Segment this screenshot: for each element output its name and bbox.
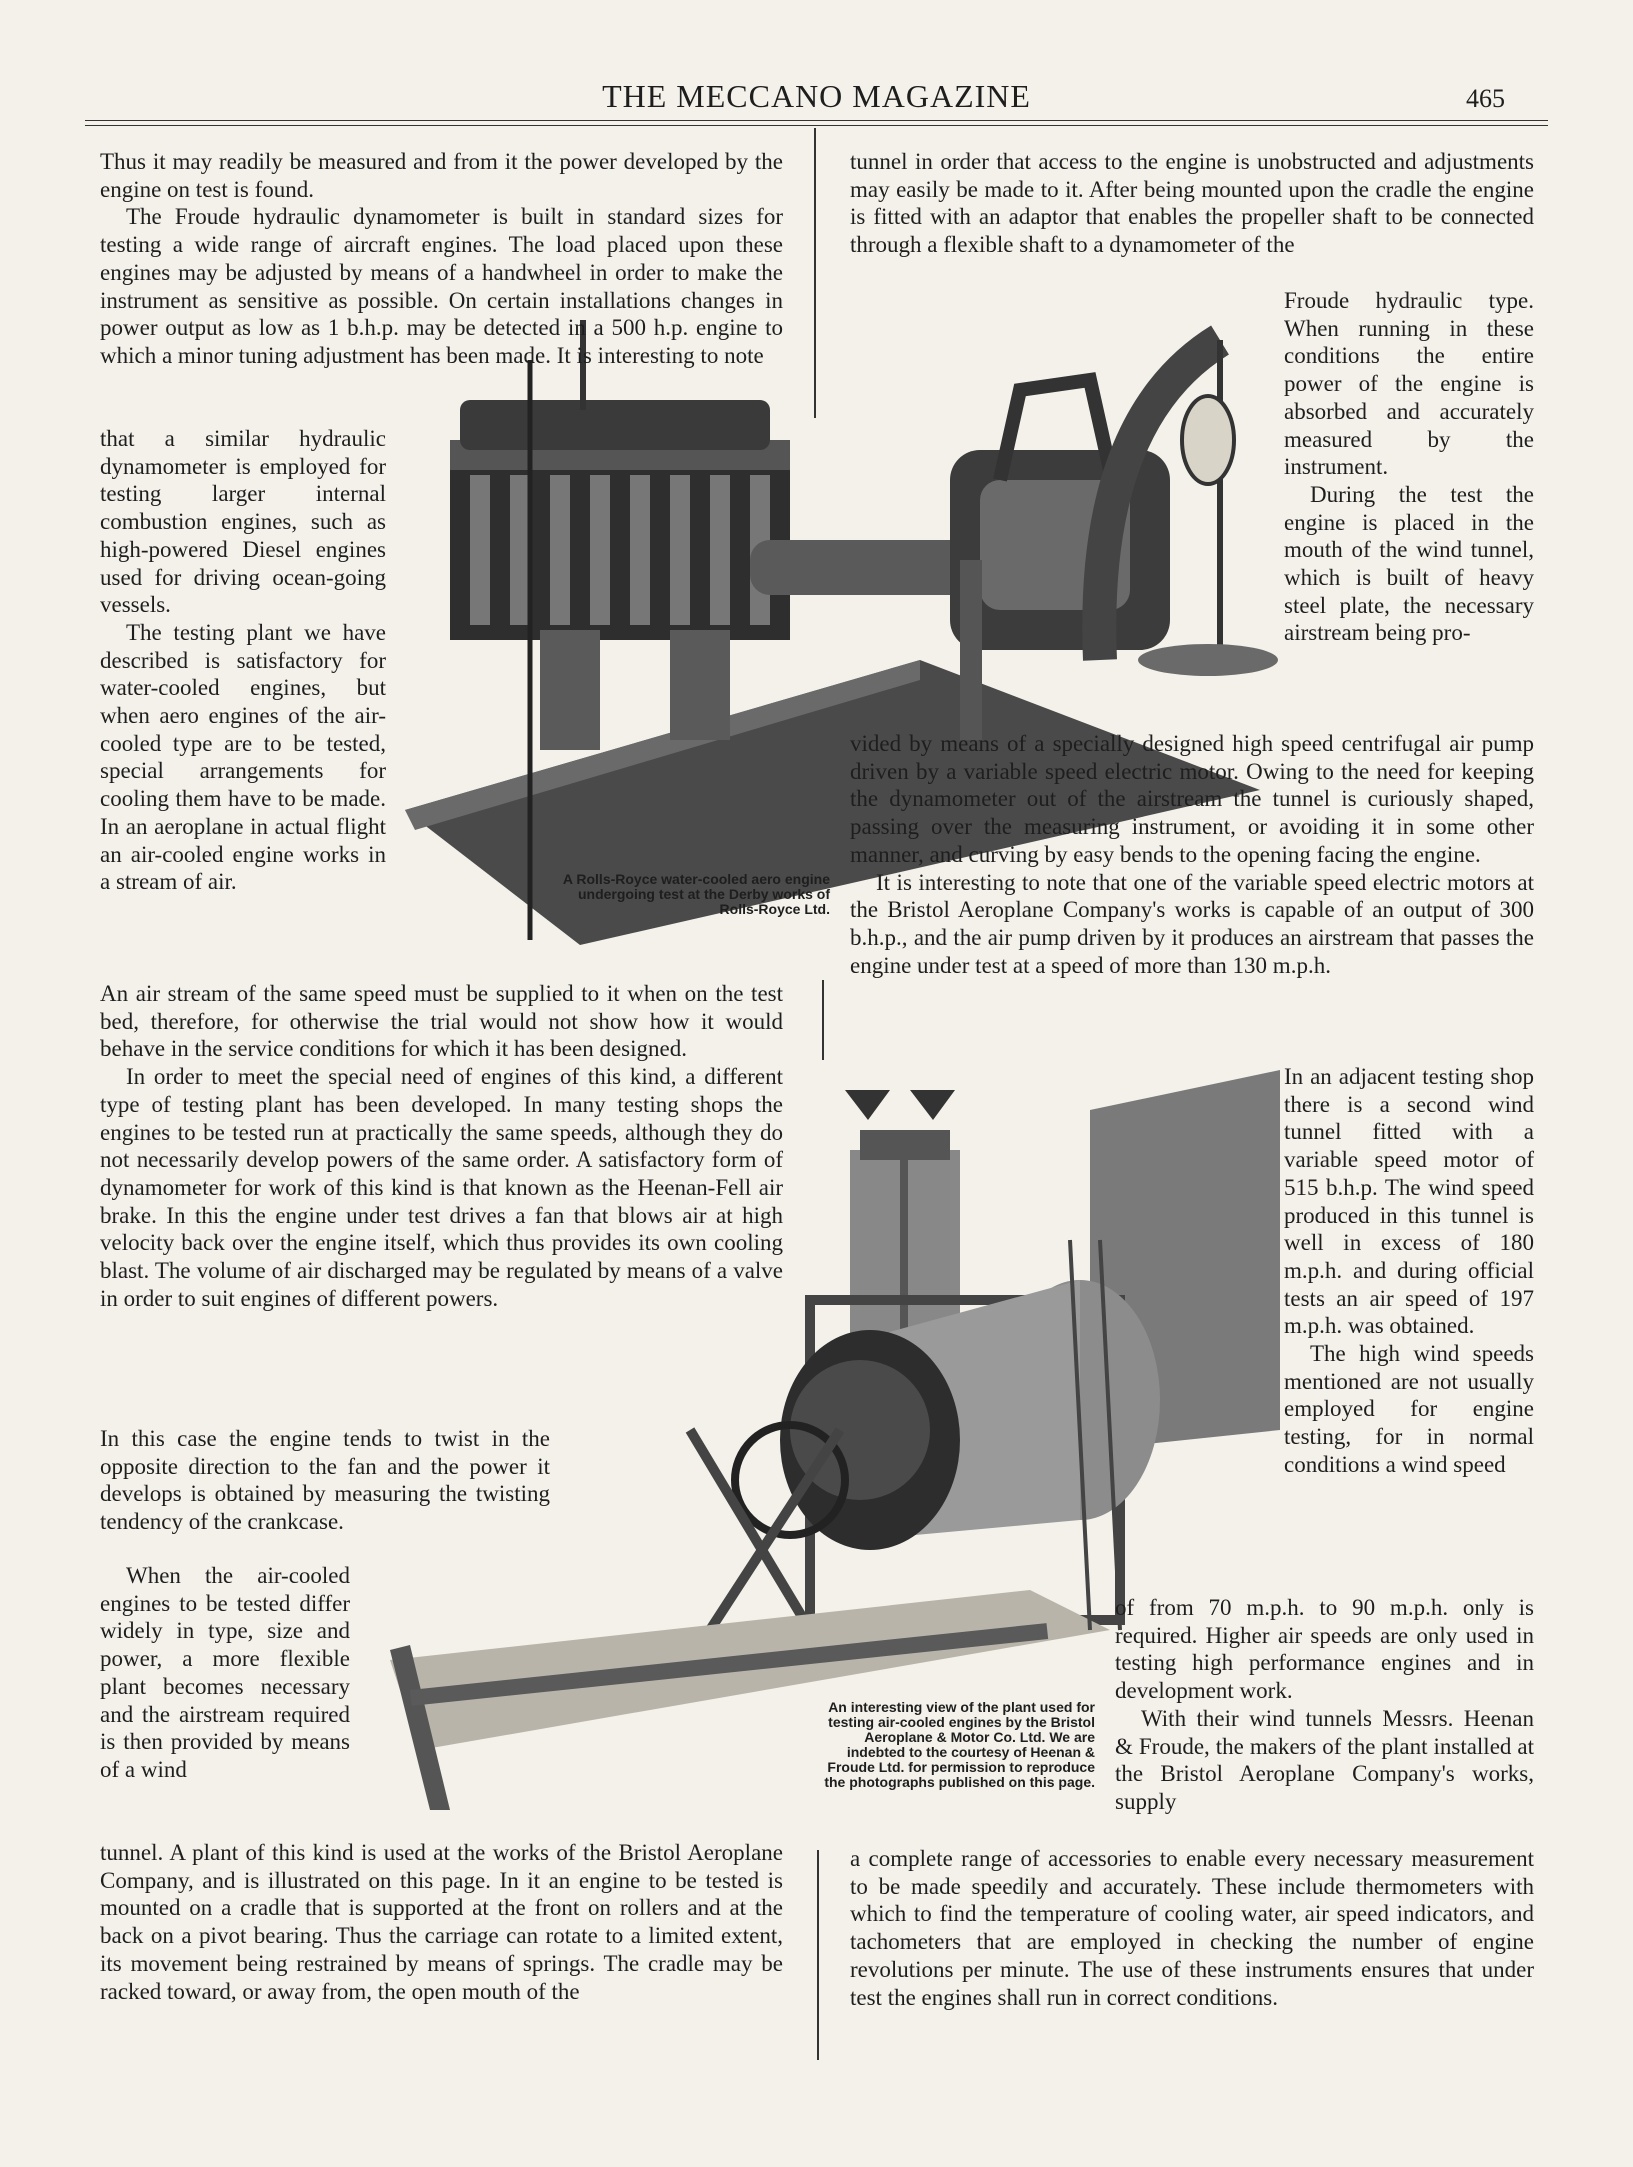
rolls-royce-caption: A Rolls-Royce water-cooled aero engine undergoing test at the Derby works of Rolls-Royce Ltd. xyxy=(562,871,830,917)
right-column-wrap-3 xyxy=(1115,1594,1534,1816)
left-column-wrap-2 xyxy=(100,1425,550,1536)
paragraph: that a similar hydraulic dynamometer is employed for testing larger internal combustion engines, such as high-powered Diesel engines used for driving ocean-going vessels. xyxy=(100,426,386,618)
page-number: 465 xyxy=(1466,84,1505,113)
bristol-caption: An interesting view of the plant used for testing air-cooled engines by the Bristol Aeroplane & Motor Co. Ltd. We are indebted to the courtesy of Heenan & Froude Ltd. for permission to reproduce the photographs published on this page. xyxy=(824,1699,1095,1790)
right-column-wrap-1 xyxy=(1284,287,1534,647)
paragraph: tunnel. A plant of this kind is used at the works of the Bristol Aeroplane Company, and is illustrated on this page. In it an engine to be tested is mounted on a cradle that is supported at the front on rollers and at the back on a pivot bearing. Thus the carriage can rotate to a limited extent, its movement being restrained by means of springs. The cradle may be racked toward, or away from, the open mouth of the xyxy=(100,1840,783,2004)
paragraph: a complete range of accessories to enable every necessary measurement to be made speedily and accurately. These include thermometers with which to find the temperature of cooling water, air speed indicators, and tachometers that are employed in checking the number of engine revolutions per minute. The use of these instruments ensures that under test the engines shall run in correct conditions. xyxy=(850,1846,1534,2010)
right-column-middle xyxy=(850,730,1534,979)
paragraph: The testing plant we have described is satisfactory for water-cooled engines, but when aero engines of the air-cooled type are to be tested, special arrangements for cooling them have to be made. In an aeroplane in actual flight an air-cooled engine works in a stream of air. xyxy=(100,619,386,895)
paragraph: In order to meet the special need of engines of this kind, a different type of testing plant has been developed. In many testing shops the engines to be tested run at practically the same speeds, although they do not necessarily develop powers of the same order. A satisfactory form of dynamometer for work of this kind is that known as the Heenan-Fell air brake. In this the engine under test drives a fan that blows air at high velocity back over the engine itself, which thus provides its own cooling blast. The volume of air discharged may be regulated by means of a valve in order to suit engines of different powers. xyxy=(100,1064,783,1311)
paragraph: During the test the engine is placed in the mouth of the wind tunnel, which is built of heavy steel plate, the necessary airstream being pro- xyxy=(1284,481,1534,646)
paragraph: In an adjacent testing shop there is a second wind tunnel fitted with a variable speed motor of 515 b.h.p. The wind speed produced in this tunnel is well in excess of 180 m.p.h. and during official tests an air speed of 197 m.p.h. was obtained. xyxy=(1284,1064,1534,1339)
paragraph: An air stream of the same speed must be supplied to it when on the test bed, therefore, for otherwise the trial would not show how it would behave in the service conditions for which it has been designed. xyxy=(100,981,783,1062)
paragraph: of from 70 m.p.h. to 90 m.p.h. only is required. Higher air speeds are only used in testing high performance engines and in development work. xyxy=(1115,1595,1534,1704)
paragraph: vided by means of a specially designed high speed centrifugal air pump driven by a variable speed electric motor. Owing to the need for keeping the dynamometer out of the airstream the tunnel is curiously shaped, passing over the measuring instrument, or avoiding it in some other manner, and curving by easy bends to the opening facing the engine. xyxy=(850,731,1534,867)
page-title: THE MECCANO MAGAZINE xyxy=(602,78,1031,114)
left-column-middle xyxy=(100,980,783,1312)
right-column-bottom xyxy=(850,1845,1534,2011)
paragraph: With their wind tunnels Messrs. Heenan & Froude, the makers of the plant installed at the Bristol Aeroplane Company's works, supply xyxy=(1115,1705,1534,1814)
column-divider xyxy=(817,1850,819,2060)
paragraph: The Froude hydraulic dynamometer is built in standard sizes for testing a wide range of aircraft engines. The load placed upon these engines may be adjusted by means of a handwheel in order to make the instrument as sensitive as possible. On certain installations changes in power output as low as 1 b.h.p. may be detected in a 500 h.p. engine to which a minor tuning adjustment has been made. It is interesting to note xyxy=(100,204,783,368)
paragraph: tunnel in order that access to the engine is unobstructed and adjustments may easily be made to it. After being mounted upon the cradle the engine is fitted with an adaptor that enables the propeller shaft to be connected through a flexible shaft to a dynamometer of the xyxy=(850,149,1534,258)
paragraph: Thus it may readily be measured and from it the power developed by the engine on test is found. xyxy=(100,149,783,202)
left-column-wrap-1 xyxy=(100,425,386,896)
paragraph: When the air-cooled engines to be tested differ widely in type, size and power, a more flexible plant becomes necessary and the airstream required is then provided by means of a wind xyxy=(100,1563,350,1782)
paragraph: Froude hydraulic type. When running in these conditions the entire power of the engine is absorbed and accurately measured by the instrument. xyxy=(1284,288,1534,480)
left-column-top xyxy=(100,148,783,370)
right-column-wrap-2 xyxy=(1284,1063,1534,1479)
left-column-bottom xyxy=(100,1839,783,2005)
left-column-wrap-3 xyxy=(100,1562,350,1784)
paragraph: It is interesting to note that one of the variable speed electric motors at the Bristol Aeroplane Company's works is capable of an output of 300 b.h.p., and the air pump driven by it produces an airstream that passes the engine under test at a speed of more than 130 m.p.h. xyxy=(850,869,1534,978)
paragraph: The high wind speeds mentioned are not usually employed for engine testing, for in normal conditions a wind speed xyxy=(1284,1341,1534,1477)
column-divider xyxy=(822,980,824,1060)
header-rule xyxy=(85,120,1548,126)
right-column-top xyxy=(850,148,1534,259)
paragraph: In this case the engine tends to twist in the opposite direction to the fan and the power it develops is obtained by measuring the twisting tendency of the crankcase. xyxy=(100,1426,550,1535)
